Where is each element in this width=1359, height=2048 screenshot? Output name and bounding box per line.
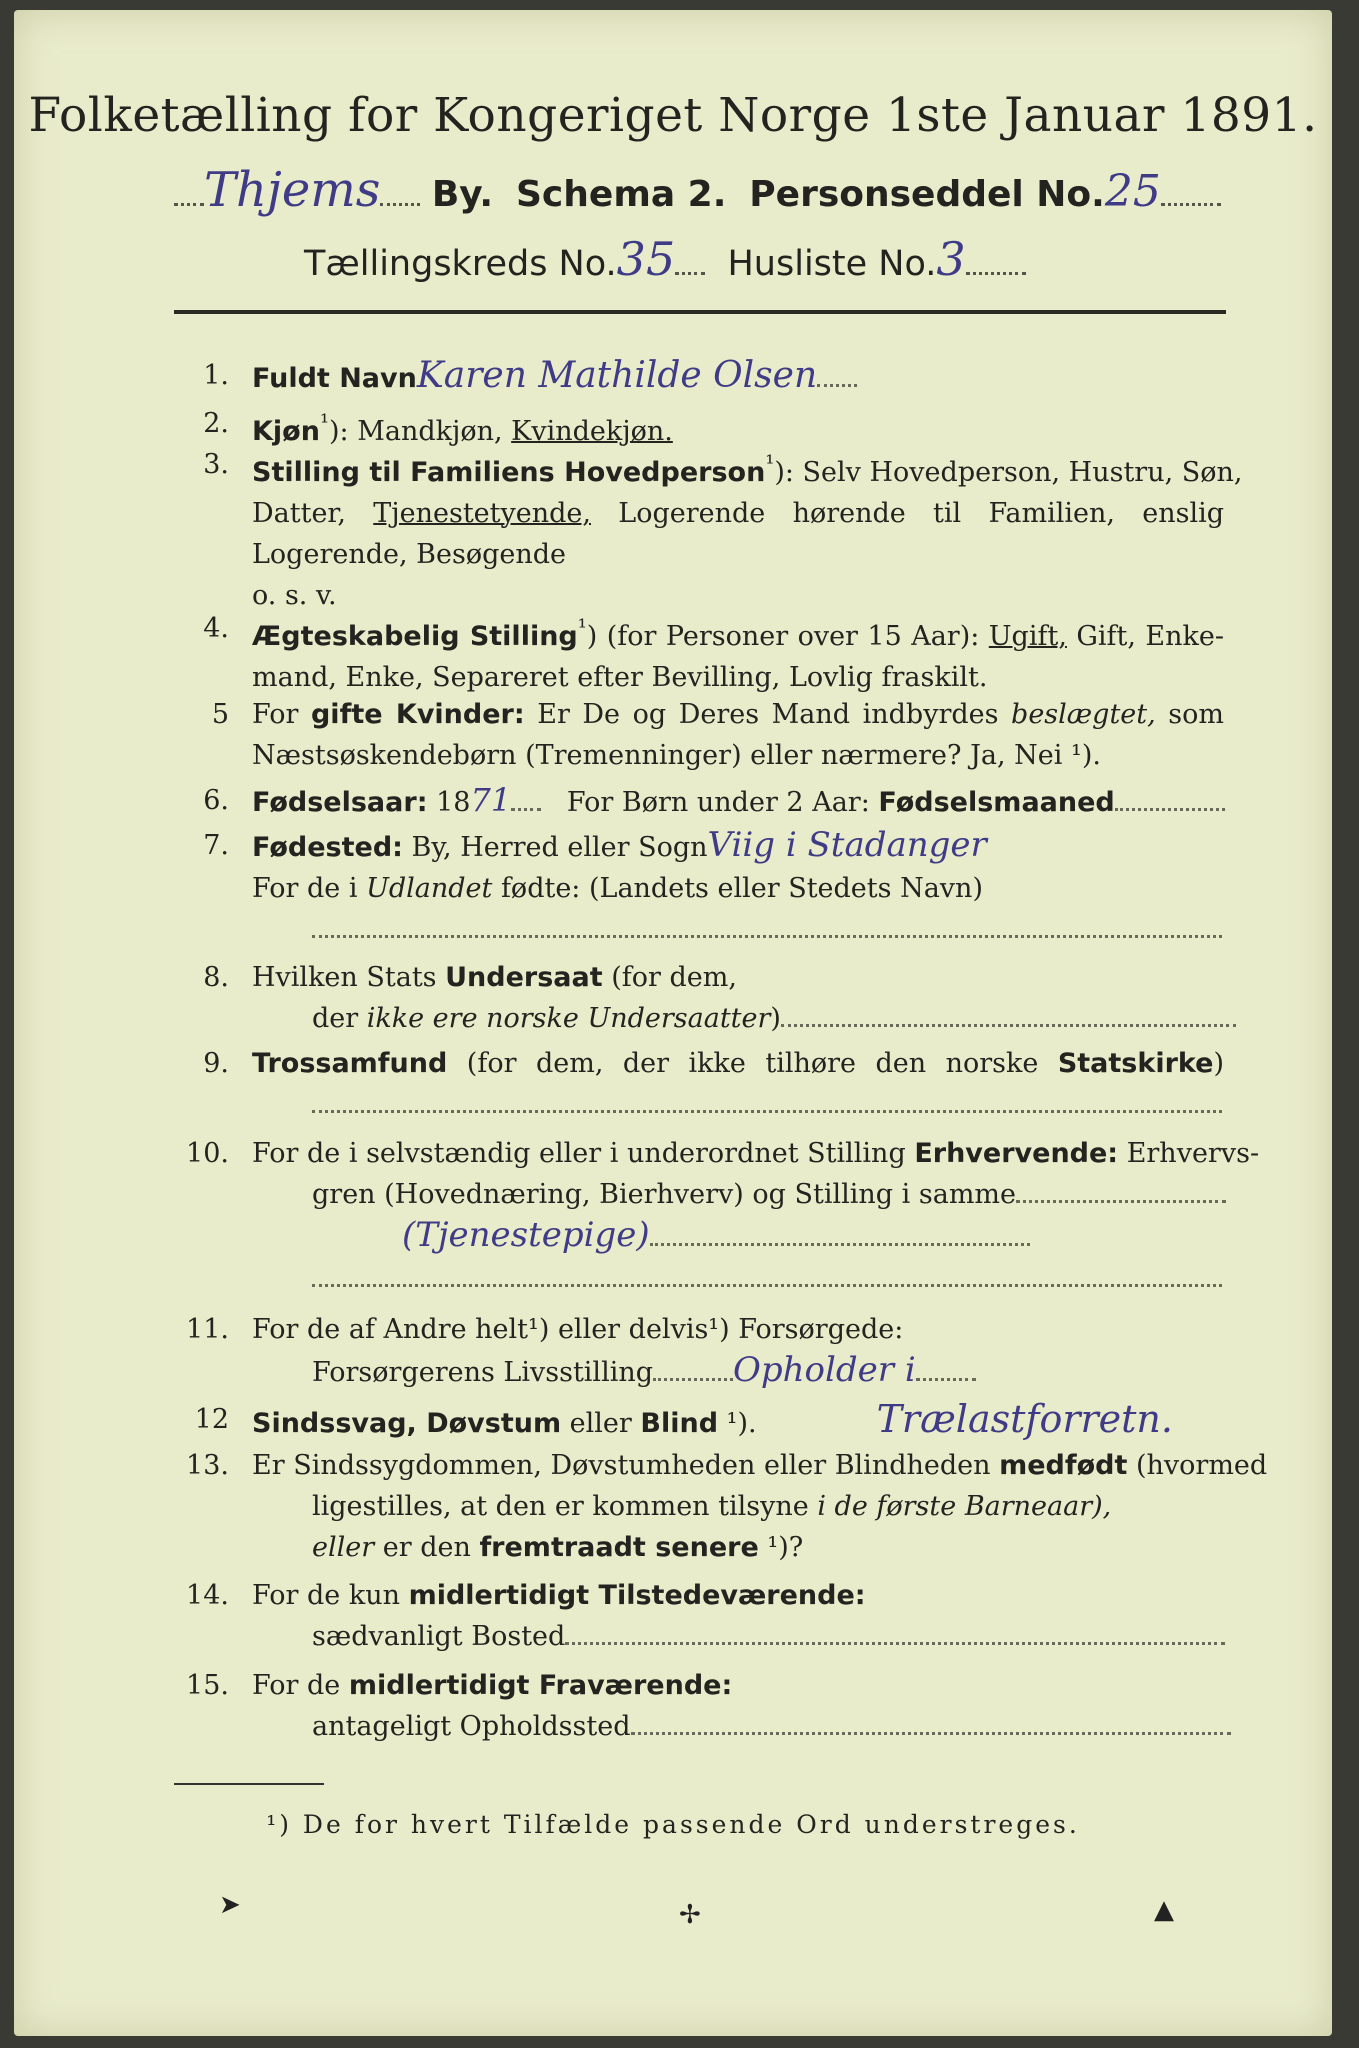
gender-underlined: Kvindekjøn.	[511, 416, 673, 447]
kreds-label: Tællingskreds No.	[304, 244, 617, 284]
item-occupation: 10. For de i selvstændig eller i underordnet Stilling Erhvervende: Erhvervs- gren (Hovednæring, Bierhverv) og Stilling i samme (Tjenestepige)	[174, 1133, 1224, 1309]
item-temporary-absent: 15. For de midlertidigt Fraværende: antageligt Opholdssted	[174, 1665, 1224, 1755]
marital-underlined: Ugift,	[988, 621, 1067, 652]
item-gender: 2. Kjøn$^{^1}$): Mandkjøn, Kvindekjøn.	[203, 408, 673, 447]
footnote: ¹) De for hvert Tilfælde passende Ord understreges.	[266, 1810, 1080, 1839]
registration-mark-center: ✢	[679, 1900, 701, 1930]
kreds-number: 35	[616, 232, 676, 286]
form-header-line-kreds	[304, 232, 1204, 286]
form-title: Folketælling for Kongeriget Norge 1ste Januar 1891.	[28, 88, 1318, 143]
item-disability-onset: 13. Er Sindssygdommen, Døvstumheden eller Blindheden medfødt (hvormed ligestilles, at den er kommen tilsyne i de første Barneaar), eller er den fremtraadt senere ¹)?	[186, 1450, 1268, 1563]
item-citizenship: 8. Hvilken Stats Undersaat (for dem, der ikke ere norske Undersaatter)	[174, 957, 1224, 1043]
form-header-line-city	[174, 162, 1224, 218]
husliste-label: Husliste No.	[727, 244, 937, 284]
item-family-position: 3. Stilling til Familiens Hovedperson$^{^1}$): Selv Hovedperson, Hustru, Søn, Datter, Tjenestetyende, Logerende hørende til Familien, enslig Logerende, Besøgende o. s. v.	[203, 449, 1243, 611]
item-supported: 11. For de af Andre helt¹) eller delvis¹) Forsørgede: Forsørgerens Livsstilling Opholder i	[174, 1309, 1224, 1399]
supporter-handwritten-2: Trælastforretn.	[876, 1397, 1173, 1441]
item-disability: 12 Sindssvag, Døvstum eller Blind ¹). Trælastforretn.	[194, 1397, 1173, 1441]
item-birth-year: 6. Fødselsaar: 1871 For Børn under 2 Aar: Fødselsmaaned	[174, 780, 1224, 825]
item-religion: 9. Trossamfund (for dem, der ikke tilhøre den norske Statskirke)	[174, 1043, 1224, 1133]
personseddel-label: Personseddel No.	[749, 174, 1105, 215]
form-items	[174, 355, 1268, 1755]
schema-label: Schema 2.	[516, 174, 727, 215]
occupation-handwritten: (Tjenestepige)	[402, 1215, 650, 1255]
personseddel-number: 25	[1104, 166, 1161, 217]
item-birthplace: 7. Fødested: By, Herred eller SognViig i Stadanger For de i Udlandet fødte: (Landets eller Stedets Navn)	[174, 825, 1224, 957]
supporter-handwritten: Opholder i	[733, 1350, 916, 1390]
registration-mark-right: ▲	[1154, 1895, 1174, 1925]
item-full-name: 1. Fuldt NavnKaren Mathilde Olsen	[174, 355, 1224, 403]
birth-year-handwritten: 71	[470, 781, 512, 819]
full-name-handwritten: Karen Mathilde Olsen	[416, 355, 818, 396]
husliste-number: 3	[936, 232, 966, 286]
census-form-page	[14, 10, 1332, 2036]
item-marital-status: 4. Ægteskabelig Stilling$^{^1}$) (for Personer over 15 Aar): Ugift, Gift, Enke- mand, Enke, Separeret efter Bevilling, Lovlig fraskilt.	[203, 613, 1224, 693]
item-married-women: 5 For gifte Kvinder: Er De og Deres Mand indbyrdes beslægtet, som Næstsøskendebørn (Tremenninger) eller nærmere? Ja, Nei ¹).	[211, 699, 1224, 771]
city-handwritten: Thjems	[204, 162, 381, 218]
item-temporary-present: 14. For de kun midlertidigt Tilstedeværende: sædvanligt Bosted	[174, 1575, 1224, 1665]
city-suffix: By.	[431, 174, 494, 215]
position-underlined: Tjenestetyende,	[373, 498, 591, 529]
registration-mark-left: ➤	[219, 1890, 241, 1920]
footnote-rule	[174, 1783, 324, 1785]
header-rule	[174, 310, 1226, 314]
birthplace-handwritten: Viig i Stadanger	[707, 825, 987, 865]
